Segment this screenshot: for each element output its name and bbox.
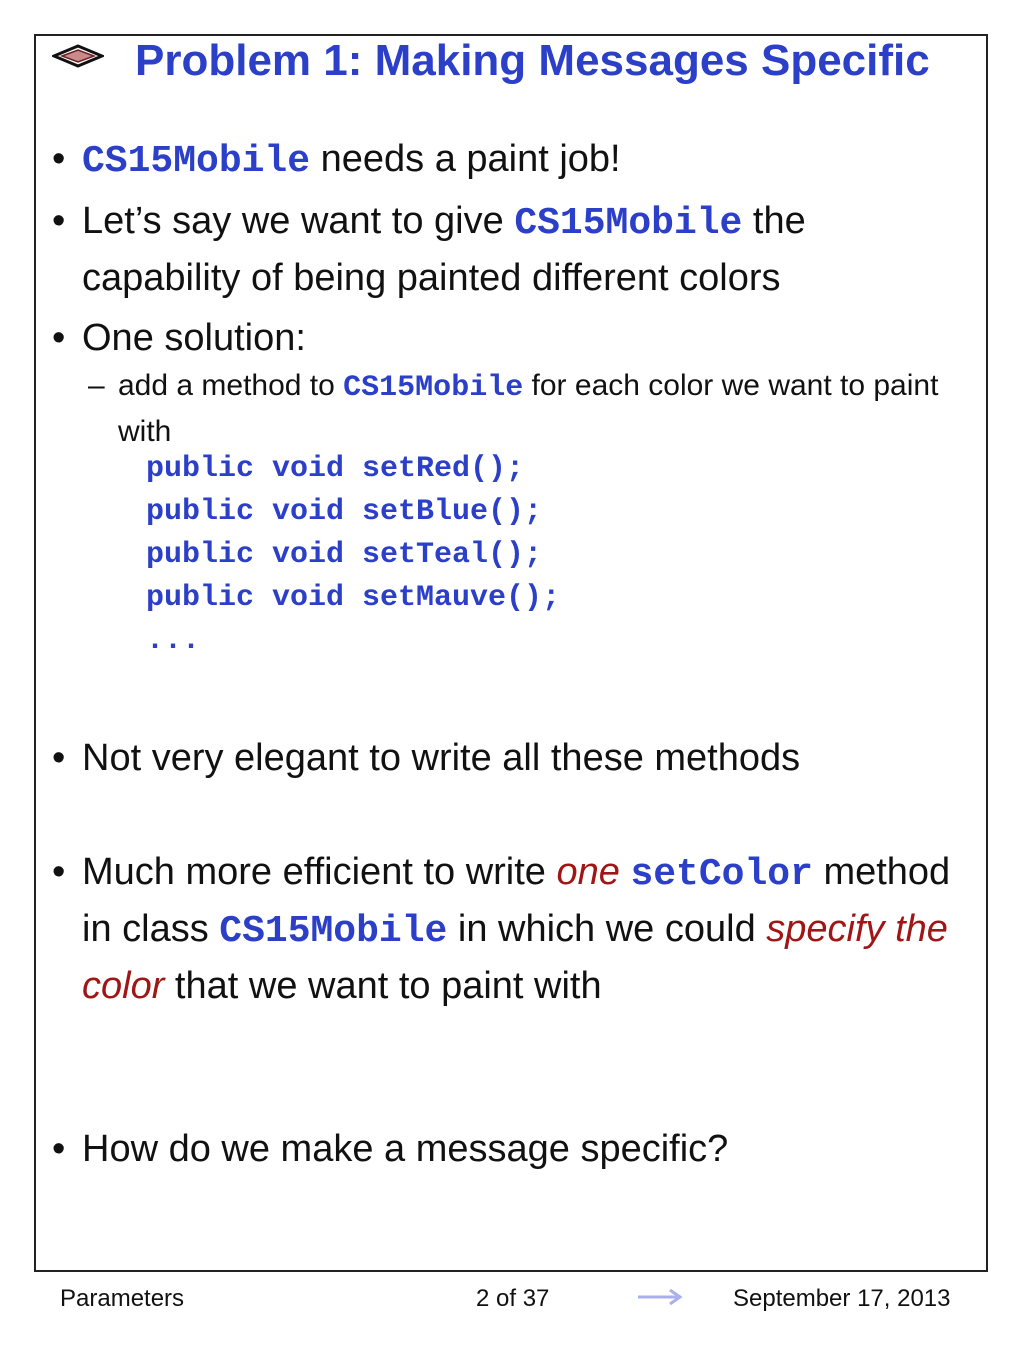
bullet-1: CS15Mobile needs a paint job!	[82, 138, 621, 183]
code-line: public void setMauve();	[146, 581, 561, 615]
bullet-5: Much more efficient to write one setColor method in class CS15Mobile in which we could specify the color that we want to paint with	[82, 851, 951, 1007]
bullet-marker: •	[52, 1128, 66, 1170]
code-line: public void setTeal();	[146, 538, 543, 572]
emphasis-text: one	[556, 851, 620, 893]
sub-bullet-marker: –	[88, 369, 105, 402]
sub-bullet: add a method to CS15Mobile for each color we want to paint with	[118, 369, 939, 448]
bullet-marker: •	[52, 737, 66, 779]
bullet-2: Let’s say we want to give CS15Mobile the capability of being painted different colors	[82, 200, 806, 299]
bullet-4: Not very elegant to write all these methods	[82, 737, 801, 779]
bullet-marker: •	[52, 317, 66, 359]
code-line: public void setBlue();	[146, 495, 543, 529]
arrow-right-icon[interactable]	[636, 1287, 684, 1307]
code-line: ...	[146, 624, 201, 658]
diamond-icon	[52, 44, 104, 68]
bullet-marker: •	[52, 851, 66, 893]
slide-title: Problem 1: Making Messages Specific	[135, 36, 930, 85]
code-term: CS15Mobile	[343, 371, 524, 405]
code-term: CS15Mobile	[219, 910, 448, 953]
bullet-3: One solution:	[82, 317, 306, 359]
bullet-marker: •	[52, 138, 66, 180]
code-term: CS15Mobile	[82, 140, 311, 183]
footer-section-title: Parameters	[60, 1285, 185, 1312]
bullet-6: How do we make a message specific?	[82, 1128, 729, 1170]
code-term: CS15Mobile	[514, 202, 743, 245]
bullet-marker: •	[52, 200, 66, 242]
footer-date: September 17, 2013	[733, 1285, 951, 1312]
code-line: public void setRed();	[146, 452, 525, 486]
page-number: 2 of 37	[476, 1285, 550, 1312]
emphasis-text: specify the color	[82, 908, 948, 1007]
code-term: setColor	[630, 853, 813, 896]
